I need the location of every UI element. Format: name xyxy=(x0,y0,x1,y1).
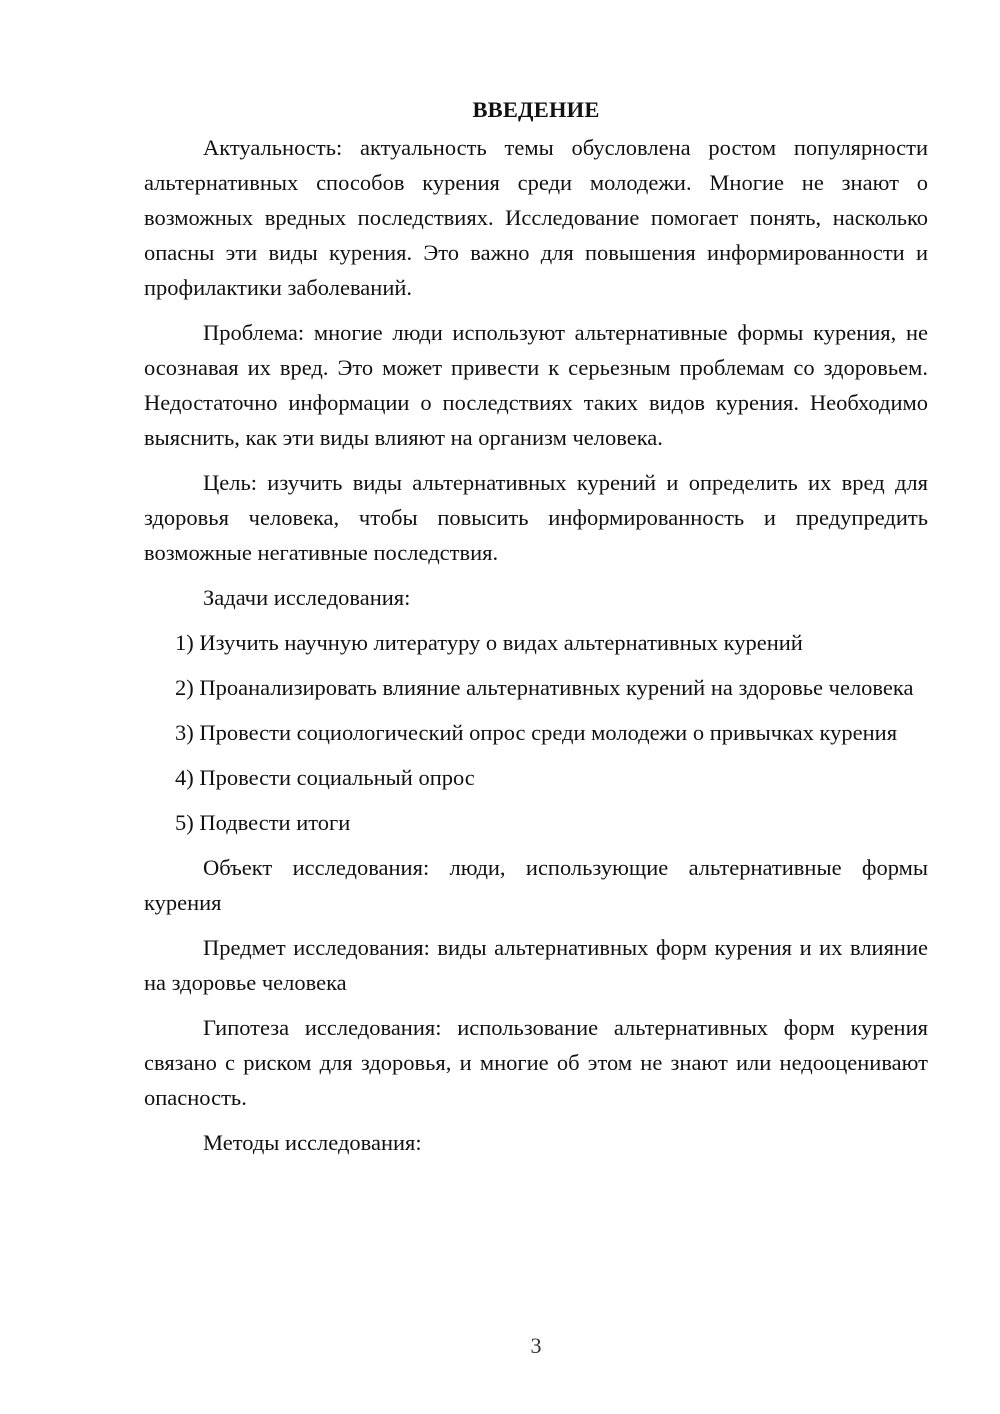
hypothesis-paragraph: Гипотеза исследования: использование альтернативных форм курения связано с риском для здоровья, и многие об этом не знают или недооценивают опасность. xyxy=(144,1015,928,1110)
page-content xyxy=(144,92,928,1170)
page-title: ВВЕДЕНИЕ xyxy=(472,97,600,122)
page-number: 3 xyxy=(530,1333,542,1358)
task-item-4: 4) Провести социальный опрос xyxy=(175,765,475,790)
object-paragraph: Объект исследования: люди, использующие альтернативные формы курения xyxy=(144,855,928,915)
subject-paragraph: Предмет исследования: виды альтернативных форм курения и их влияние на здоровье человека xyxy=(144,935,928,995)
problem-paragraph: Проблема: многие люди используют альтернативные формы курения, не осознавая их вред. Это может привести к серьезным проблемам со здоровьем. Недостаточно информации о последствиях таких видов курения. Необходимо выяснить, как эти виды влияют на организм человека. xyxy=(144,320,928,450)
tasks-heading: Задачи исследования: xyxy=(203,585,411,610)
methods-heading: Методы исследования: xyxy=(203,1130,422,1155)
task-item-5: 5) Подвести итоги xyxy=(175,810,351,835)
task-item-3: 3) Провести социологический опрос среди молодежи о привычках курения xyxy=(175,720,898,745)
task-item-1: 1) Изучить научную литературу о видах альтернативных курений xyxy=(175,630,803,655)
goal-paragraph: Цель: изучить виды альтернативных курений и определить их вред для здоровья человека, чтобы повысить информированность и предупредить возможные негативные последствия. xyxy=(144,470,928,565)
task-item-2: 2) Проанализировать влияние альтернативных курений на здоровье человека xyxy=(175,675,914,700)
relevance-paragraph: Актуальность: актуальность темы обусловлена ростом популярности альтернативных способов курения среди молодежи. Многие не знают о возможных вредных последствиях. Исследование помогает понять, насколько опасны эти виды курения. Это важно для повышения информированности и профилактики заболеваний. xyxy=(144,135,928,300)
